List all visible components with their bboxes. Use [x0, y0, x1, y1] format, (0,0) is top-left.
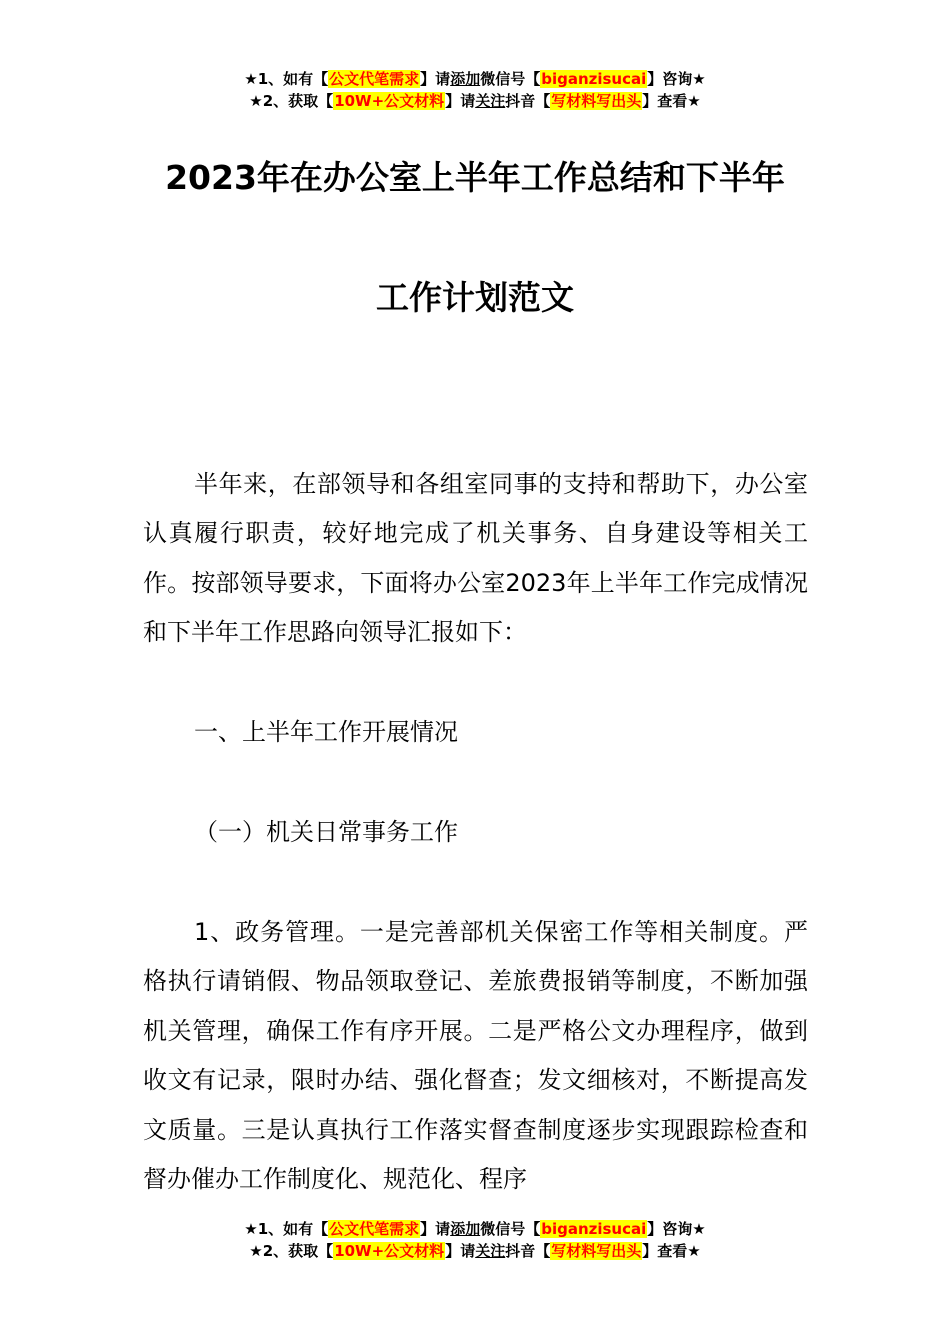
underlined-text: 关注: [475, 92, 506, 110]
highlight-wechat-id: biganzisucai: [541, 1220, 647, 1238]
section-heading: 一、上半年工作开展情况: [194, 718, 458, 746]
banner-text: 抖音【: [505, 92, 551, 110]
banner-line-2: [0, 1240, 950, 1262]
underlined-text: 添加: [450, 1220, 481, 1238]
banner-text: 】咨询★: [647, 70, 706, 88]
banner-text: ★2、获取【: [249, 1242, 334, 1260]
highlight-materials: 10W+公文材料: [334, 92, 445, 110]
banner-text: ★1、如有【: [244, 70, 329, 88]
banner-text: 】查看★: [642, 92, 701, 110]
document-title-line-2: 工作计划范文: [376, 278, 574, 317]
banner-line-2: [0, 90, 950, 112]
banner-text: 】咨询★: [647, 1220, 706, 1238]
underlined-text: 添加: [450, 70, 481, 88]
banner-text: ★1、如有【: [244, 1220, 329, 1238]
intro-paragraph: 半年来，在部领导和各组室同事的支持和帮助下，办公室认真履行职责，较好地完成了机关事务、自身建设等相关工作。按部领导要求，下面将办公室2023年上半年工作完成情况和下半年工作思路向领导汇报如下：: [143, 470, 808, 647]
banner-line-1: [0, 1218, 950, 1240]
banner-text: 】请: [420, 70, 451, 88]
body-paragraph: 1、政务管理。一是完善部机关保密工作等相关制度。严格执行请销假、物品领取登记、差旅费报销等制度，不断加强机关管理，确保工作有序开展。二是严格公文办理程序，做到收文有记录，限时办结、强化督查；发文细核对，不断提高发文质量。三是认真执行工作落实督查制度逐步实现跟踪检查和督办催办工作制度化、规范化、程序: [143, 918, 808, 1194]
banner-text: 】查看★: [642, 1242, 701, 1260]
document-title-line-1: 2023年在办公室上半年工作总结和下半年: [165, 158, 785, 197]
banner-text: 微信号【: [480, 1220, 541, 1238]
banner-text: ★2、获取【: [249, 92, 334, 110]
underlined-text: 关注: [475, 1242, 506, 1260]
banner-text: 抖音【: [505, 1242, 551, 1260]
top-banner: [0, 68, 950, 112]
banner-text: 】请: [445, 1242, 476, 1260]
highlight-service: 公文代笔需求: [329, 1220, 420, 1238]
highlight-materials: 10W+公文材料: [334, 1242, 445, 1260]
banner-text: 】请: [420, 1220, 451, 1238]
highlight-service: 公文代笔需求: [329, 70, 420, 88]
highlight-douyin-id: 写材料写出头: [551, 92, 642, 110]
banner-text: 】请: [445, 92, 476, 110]
highlight-douyin-id: 写材料写出头: [551, 1242, 642, 1260]
subsection-heading: （一）机关日常事务工作: [194, 818, 458, 846]
highlight-wechat-id: biganzisucai: [541, 70, 647, 88]
banner-line-1: [0, 68, 950, 90]
banner-text: 微信号【: [480, 70, 541, 88]
bottom-banner: [0, 1218, 950, 1262]
